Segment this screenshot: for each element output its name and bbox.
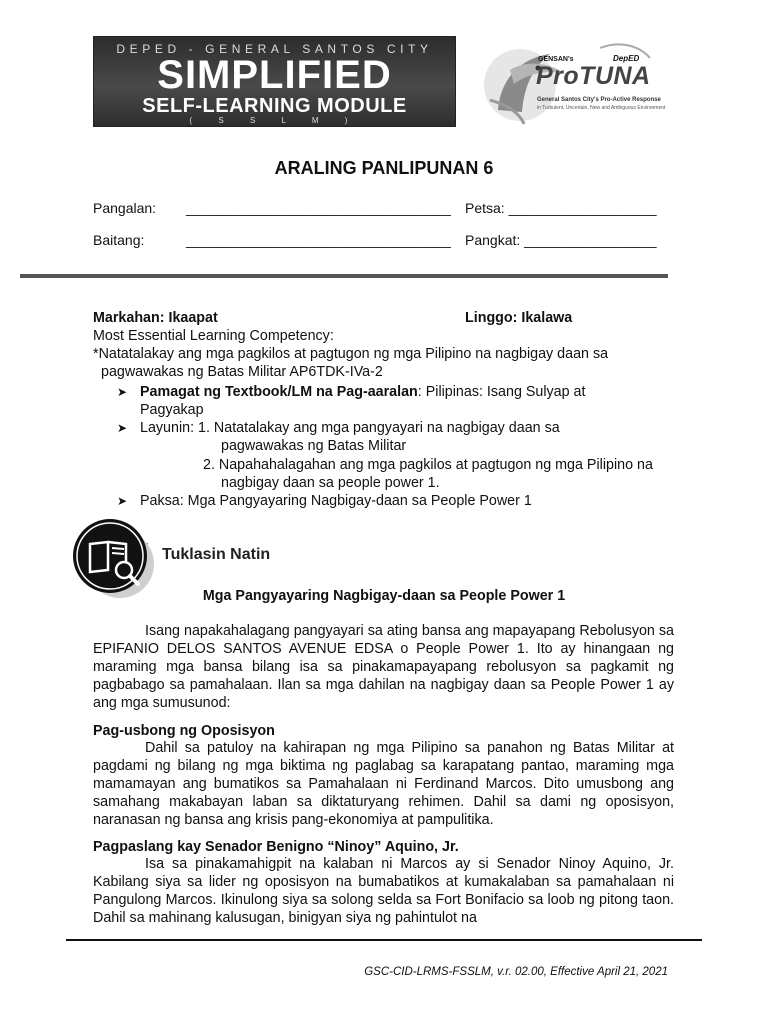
topic-line: Paksa: Mga Pangyayaring Nagbigay-daan sa People Power 1 bbox=[140, 493, 532, 509]
section-field[interactable]: Pangkat: _________________ bbox=[465, 232, 657, 248]
melc-label: Most Essential Learning Competency: bbox=[93, 328, 334, 344]
textbook-value: : Pilipinas: Isang Sulyap at bbox=[417, 384, 586, 400]
grade-field[interactable]: __________________________________ bbox=[186, 232, 451, 248]
objective-1-cont: pagwawakas ng Batas Militar bbox=[221, 438, 407, 454]
name-label: Pangalan: bbox=[93, 200, 157, 216]
logo-tagline: General Santos City's Pro-Active Response bbox=[537, 97, 661, 103]
opposition-paragraph bbox=[93, 739, 674, 829]
banner-title: SIMPLIFIED bbox=[157, 53, 392, 97]
grade-label: Baitang: bbox=[93, 232, 145, 248]
quarter-label: Markahan: Ikaapat bbox=[93, 310, 218, 326]
objective-1: Layunin: 1. Natatalakay ang mga pangyayari na nagbigay daan sa bbox=[140, 420, 560, 436]
opposition-text: Dahil sa patuloy na kahirapan ng mga Pilipino sa panahon ng Batas Militar at pagdami ng bilang ng mga biktima ng paglabag sa karapatang pantao, maraming mga mamamayan ang bumatikos sa Pamahalaan ni Ferdinand Marcos. Dito umusbong ang samahang makabayan laban sa diktaturyang rehimen. Dahil sa dami ng oposisyon, naranasan ng bansa ang krisis pang-ekonomiya at pampulitika. bbox=[93, 740, 674, 828]
aquino-text: Isa sa pinakamahigpit na kalaban ni Marcos ay si Senador Ninoy Aquino, Jr. Kabilang siya sa lider ng oposisyon na bumabatikos at kumakalaban sa pamahalaan ni Pangulong Marcos. Ikinulong siya sa solong selda sa Fort Bonifacio sa loob ng pitong taon. Dahil sa mahinang kalusugan, binigyan siya ng pahintulot na bbox=[93, 856, 674, 926]
objective-2-cont: nagbigay daan sa people power 1. bbox=[221, 475, 440, 491]
name-field[interactable]: __________________________________ bbox=[186, 200, 451, 216]
textbook-label: Pamagat ng Textbook/LM na Pag-aaralan bbox=[140, 384, 418, 400]
intro-text: Isang napakahalagang pangyayari sa ating bansa ang mapayapang Rebolusyon sa EPIFANIO DELOS SANTOS AVENUE EDSA o People Power 1. Ito ay hinangaan ng maraming mga bansa bilang isa sa pinakamapayapang rebolusyon sa pagkamit ng pagbabago sa pamahalaan. Ilan sa mga dahilan na nagbigay daan sa People Power 1 ay ang mga sumusunod: bbox=[93, 623, 674, 711]
textbook-value-2: Pagyakap bbox=[140, 402, 204, 418]
arrow-bullet-icon: ➤ bbox=[117, 385, 128, 399]
melc-line-2: pagwawakas ng Batas Militar AP6TDK-IVa-2 bbox=[101, 364, 383, 380]
banner-abbrev: ( S S L M ) bbox=[189, 116, 360, 125]
section-title: Tuklasin Natin bbox=[162, 546, 271, 563]
sslm-banner bbox=[93, 36, 456, 127]
footer-code: GSC-CID-LRMS-FSSLM, v.r. 02.00, Effective April 21, 2021 bbox=[364, 966, 668, 978]
banner-division: DEPED - GENERAL SANTOS CITY bbox=[116, 42, 433, 56]
protuna-logo bbox=[480, 40, 680, 130]
heading-aquino: Pagpaslang kay Senador Benigno “Ninoy” Aquino, Jr. bbox=[93, 839, 459, 855]
footer-divider bbox=[66, 939, 702, 941]
logo-gensan: GENSAN's bbox=[538, 56, 574, 63]
arrow-bullet-icon: ➤ bbox=[117, 421, 128, 435]
textbook-line bbox=[140, 383, 586, 401]
melc-line-1: *Natatalakay ang mga pagkilos at pagtugon ng mga Pilipino na nagbigay daan sa bbox=[93, 346, 609, 362]
logo-name: ProTUNA bbox=[536, 62, 651, 90]
arrow-bullet-icon: ➤ bbox=[117, 494, 128, 508]
week-label: Linggo: Ikalawa bbox=[465, 310, 573, 326]
heading-opposition: Pag-usbong ng Oposisyon bbox=[93, 723, 275, 739]
subject-title: ARALING PANLIPUNAN 6 bbox=[274, 158, 494, 178]
date-field[interactable]: Petsa: ___________________ bbox=[465, 200, 657, 216]
objective-2: 2. Napahahalagahan ang mga pagkilos at pagtugon ng mga Pilipino na bbox=[203, 457, 653, 473]
logo-deped: DepED bbox=[613, 54, 640, 63]
header-divider bbox=[20, 274, 668, 278]
aquino-paragraph bbox=[93, 855, 674, 927]
intro-paragraph bbox=[93, 622, 674, 712]
banner-subtitle: SELF-LEARNING MODULE bbox=[142, 95, 407, 117]
section-heading-text: Mga Pangyayaring Nagbigay-daan sa People Power 1 bbox=[202, 588, 566, 604]
logo-tagline-2: in Turbulent, Uncertain, New and Ambiguous Environment bbox=[537, 105, 666, 111]
section-heading bbox=[0, 587, 768, 605]
